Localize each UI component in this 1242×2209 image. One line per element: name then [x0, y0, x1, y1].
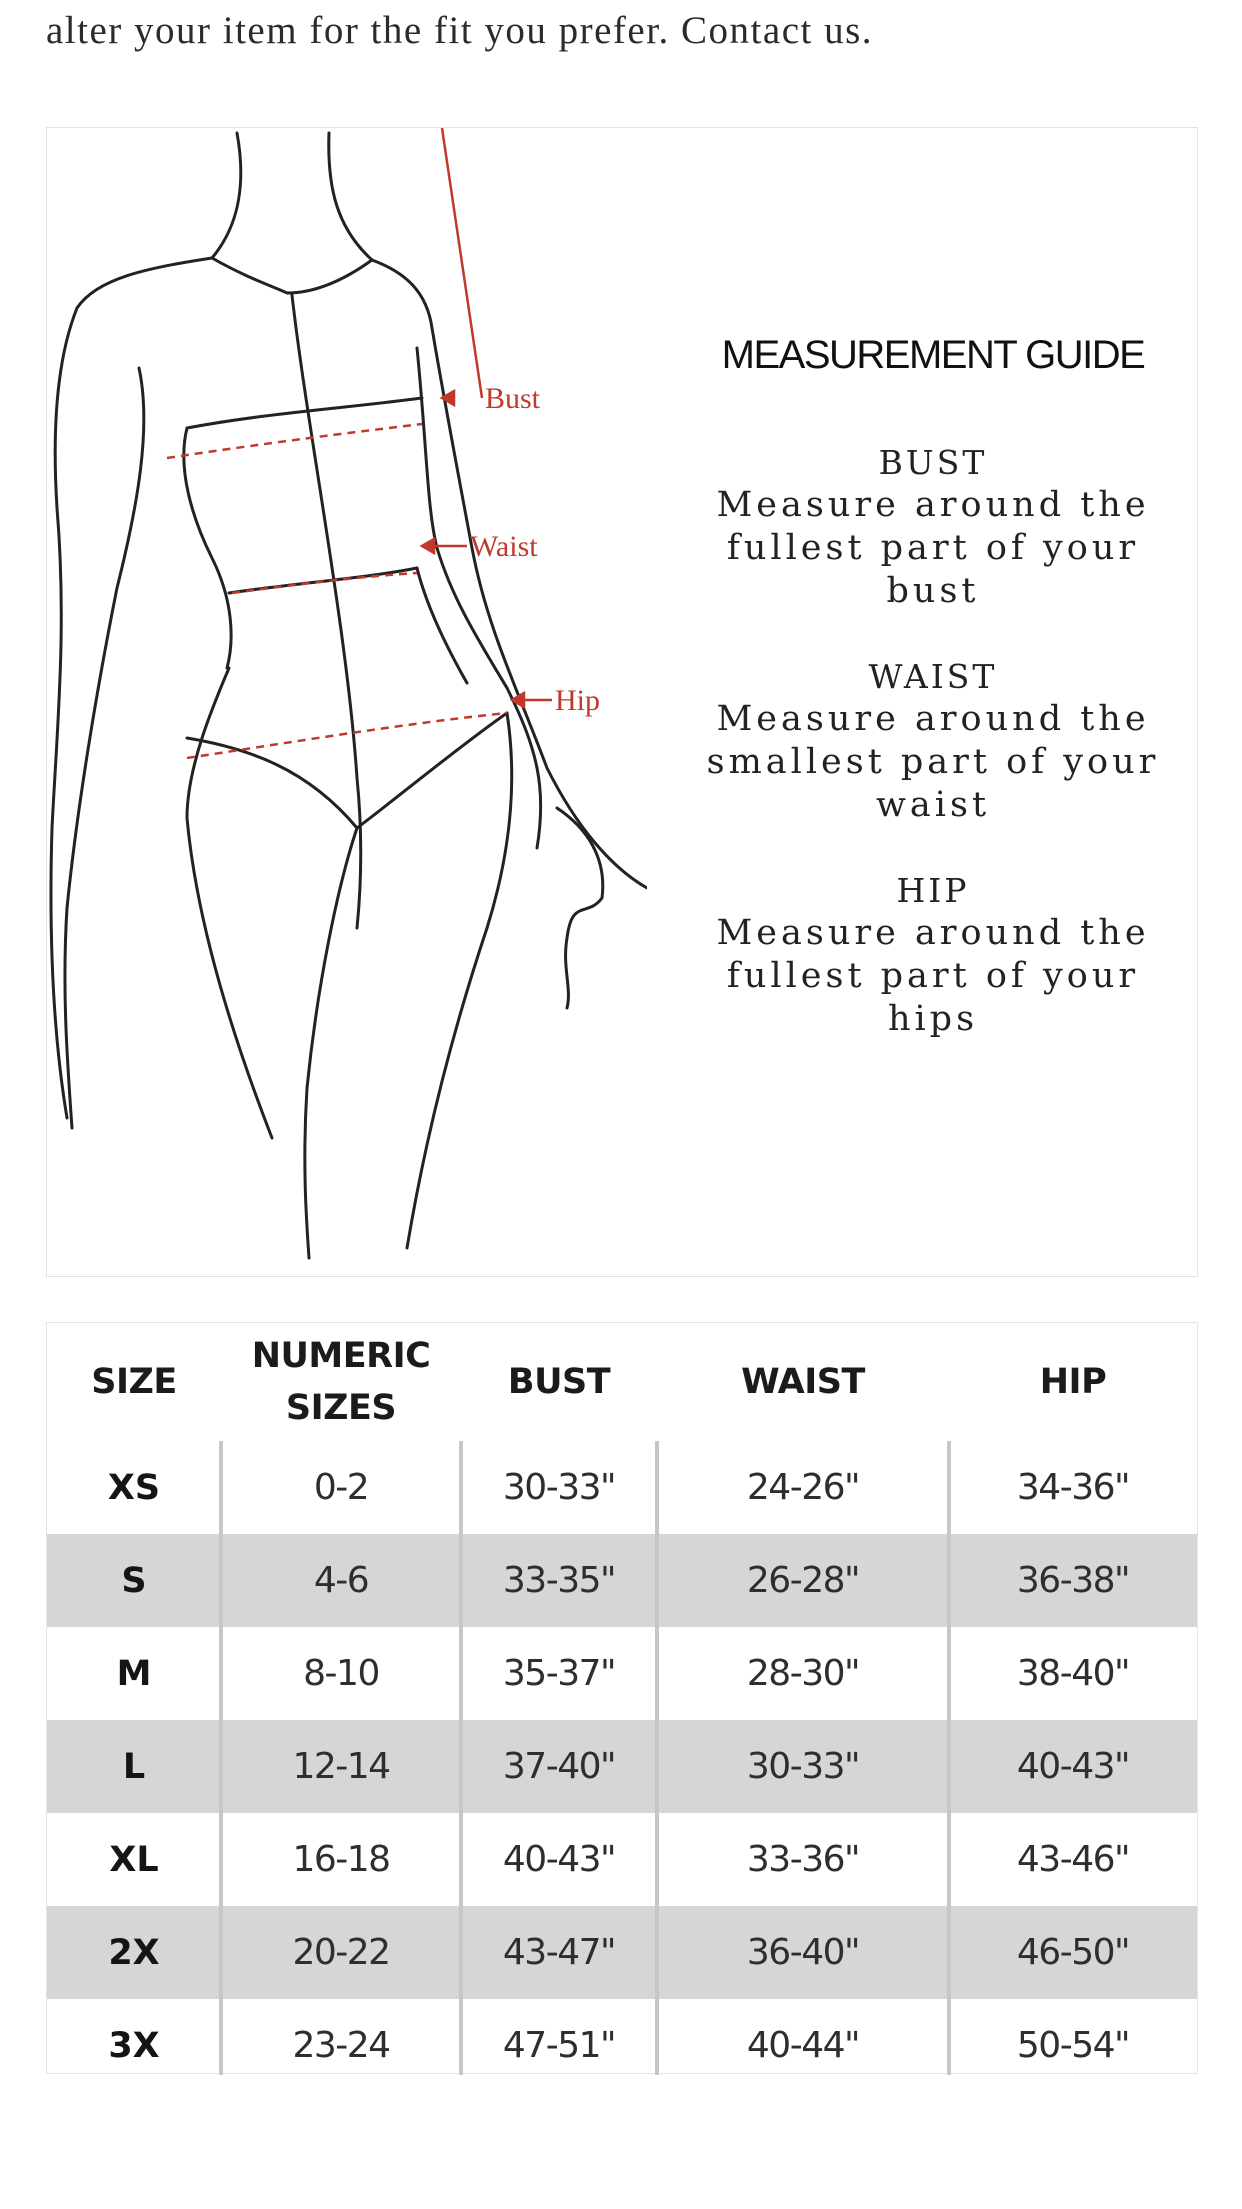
cell-numeric: 12-14	[292, 1746, 390, 1787]
header-size: SIZE	[91, 1362, 177, 1402]
header-bust: BUST	[507, 1362, 611, 1402]
cell-waist: 28-30"	[746, 1653, 860, 1694]
cell-size: M	[116, 1653, 152, 1694]
header-numeric-sizes	[221, 1323, 461, 1441]
cell-size: S	[121, 1560, 147, 1601]
hip-label: Hip	[555, 684, 600, 717]
cell-numeric: 0-2	[313, 1467, 369, 1508]
size-chart-table	[46, 1322, 1198, 2074]
cell-hip: 46-50"	[1016, 1932, 1130, 1973]
bust-line-3: bust	[886, 571, 980, 611]
waist-instructions	[667, 655, 1199, 827]
cell-waist: 30-33"	[746, 1746, 860, 1787]
cell-bust: 37-40"	[502, 1746, 616, 1787]
bust-line-1: Measure around the	[716, 485, 1150, 525]
guide-title: MEASUREMENT GUIDE	[721, 333, 1145, 377]
cell-waist: 24-26"	[746, 1467, 860, 1508]
cell-waist: 26-28"	[746, 1560, 860, 1601]
cell-waist: 36-40"	[746, 1932, 860, 1973]
column-divider	[459, 1441, 463, 2075]
cell-bust: 40-43"	[502, 1839, 616, 1880]
waist-line-2: smallest part of your	[706, 742, 1160, 782]
bust-instructions	[667, 441, 1199, 613]
header-waist: WAIST	[741, 1362, 865, 1402]
column-divider	[947, 1441, 951, 2075]
cell-size: XS	[107, 1467, 161, 1508]
hip-line-1: Measure around the	[716, 913, 1150, 953]
cell-numeric: 20-22	[292, 1932, 390, 1973]
cell-bust: 33-35"	[502, 1560, 616, 1601]
cell-numeric: 23-24	[292, 2025, 390, 2066]
header-hip: HIP	[1039, 1362, 1107, 1402]
cell-hip: 34-36"	[1016, 1467, 1130, 1508]
cell-hip: 50-54"	[1016, 2025, 1130, 2066]
column-divider	[655, 1441, 659, 2075]
measurement-guide-image	[46, 127, 1198, 1277]
waist-heading: WAIST	[868, 657, 998, 696]
header-numeric-line-1: NUMERIC	[251, 1336, 431, 1376]
cell-numeric: 4-6	[313, 1560, 369, 1601]
body-figure-illustration	[47, 128, 647, 1278]
hip-instructions	[667, 869, 1199, 1041]
table-header-row	[47, 1323, 1197, 1441]
bust-label: Bust	[485, 382, 541, 415]
cell-bust: 35-37"	[502, 1653, 616, 1694]
cell-waist: 40-44"	[746, 2025, 860, 2066]
cell-size: L	[122, 1746, 146, 1787]
bust-line-2: fullest part of your	[726, 528, 1140, 568]
cell-size: XL	[109, 1839, 159, 1880]
waist-line-1: Measure around the	[716, 699, 1150, 739]
cell-bust: 30-33"	[502, 1467, 616, 1508]
column-divider	[219, 1441, 223, 2075]
cell-hip: 40-43"	[1016, 1746, 1130, 1787]
cell-waist: 33-36"	[746, 1839, 860, 1880]
cell-size: 2X	[108, 1932, 160, 1973]
cell-bust: 47-51"	[502, 2025, 616, 2066]
waist-label: Waist	[470, 530, 538, 563]
cell-bust: 43-47"	[502, 1932, 616, 1973]
cell-numeric: 16-18	[292, 1839, 390, 1880]
hip-line-3: hips	[887, 999, 979, 1039]
cell-hip: 38-40"	[1016, 1653, 1130, 1694]
intro-text: alter your item for the fit you prefer. Contact us.	[46, 9, 874, 52]
cell-numeric: 8-10	[303, 1653, 379, 1694]
cell-hip: 36-38"	[1016, 1560, 1130, 1601]
hip-heading: HIP	[896, 871, 970, 910]
cell-size: 3X	[108, 2025, 160, 2066]
cell-hip: 43-46"	[1016, 1839, 1130, 1880]
header-numeric-line-2: SIZES	[285, 1388, 397, 1428]
hip-line-2: fullest part of your	[726, 956, 1140, 996]
bust-heading: BUST	[878, 443, 988, 482]
waist-line-3: waist	[875, 785, 991, 825]
